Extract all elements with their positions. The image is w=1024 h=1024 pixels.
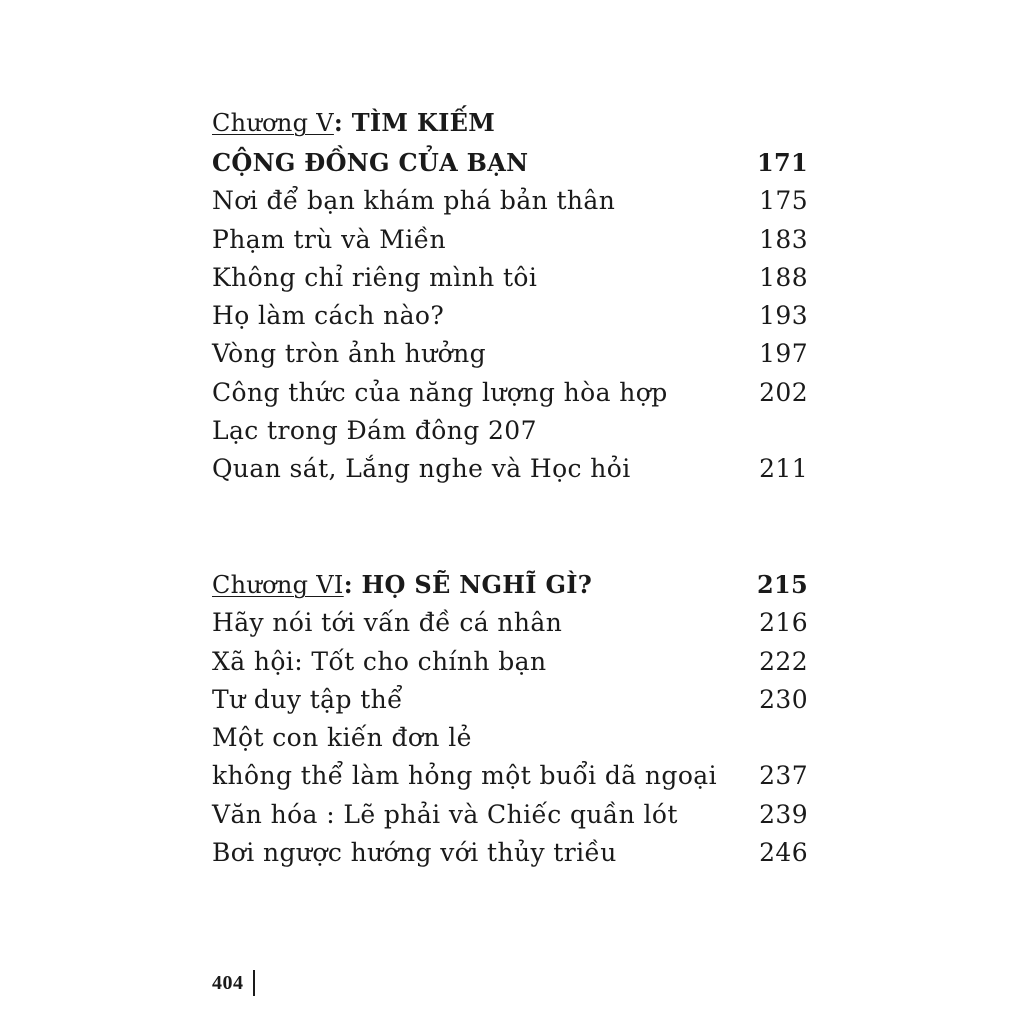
toc-entry bbox=[212, 335, 808, 373]
toc-entry-page: 193 bbox=[759, 301, 808, 331]
toc-entry-title: Một con kiến đơn lẻ bbox=[212, 723, 472, 753]
footer-page-number bbox=[212, 970, 255, 996]
chapter-title-line1: Chương V: TÌM KIẾM bbox=[212, 108, 496, 137]
toc-entry-page: 211 bbox=[759, 454, 808, 484]
toc-entry-page: 222 bbox=[759, 646, 808, 676]
chapter-title-line2: CỘNG ĐỒNG CỦA BẠN bbox=[212, 148, 529, 177]
toc-entry bbox=[212, 182, 808, 220]
toc-entry bbox=[212, 834, 808, 872]
toc-entry-title: Vòng tròn ảnh hưởng bbox=[212, 339, 486, 369]
toc-entry-page: 202 bbox=[759, 377, 808, 407]
chapter-label: Chương V bbox=[212, 109, 334, 137]
toc-entry-title: Nơi để bạn khám phá bản thân bbox=[212, 186, 616, 216]
toc-entry bbox=[212, 450, 808, 488]
toc-entry-title: Phạm trù và Miền bbox=[212, 224, 446, 254]
toc-entry-title: Không chỉ riêng mình tôi bbox=[212, 262, 538, 292]
chapter-heading-continued bbox=[212, 144, 808, 182]
chapter-title-line1: Chương VI: HỌ SẼ NGHĨ GÌ? bbox=[212, 570, 593, 599]
toc-entry bbox=[212, 681, 808, 719]
toc-entry-title: không thể làm hỏng một buổi dã ngoại bbox=[212, 761, 717, 791]
toc-entry-title: Xã hội: Tốt cho chính bạn bbox=[212, 646, 547, 676]
toc-entry bbox=[212, 796, 808, 834]
toc-entry-title: Tư duy tập thể bbox=[212, 684, 403, 714]
chapter-page-number: 215 bbox=[757, 570, 808, 599]
toc-entry bbox=[212, 757, 808, 795]
chapter-label: Chương VI bbox=[212, 571, 344, 599]
toc-entry-page: 230 bbox=[759, 684, 808, 714]
toc-chapter-5 bbox=[212, 104, 808, 489]
chapter-page-number: 171 bbox=[757, 148, 808, 177]
toc-entry bbox=[212, 221, 808, 259]
toc-entry-page: 216 bbox=[759, 608, 808, 638]
toc-entry bbox=[212, 719, 808, 757]
toc-entry-title: Lạc trong Đám đông 207 bbox=[212, 416, 537, 446]
toc-entry-title: Văn hóa : Lẽ phải và Chiếc quần lót bbox=[212, 799, 678, 829]
toc-entry-title: Họ làm cách nào? bbox=[212, 301, 445, 331]
toc-entry-page: 188 bbox=[759, 262, 808, 292]
toc-entry-page: 237 bbox=[759, 761, 808, 791]
chapter-heading bbox=[212, 104, 808, 144]
toc-entry bbox=[212, 259, 808, 297]
toc-entry bbox=[212, 412, 808, 450]
toc-entry-page: 175 bbox=[759, 186, 808, 216]
toc-chapter-6 bbox=[212, 566, 808, 872]
toc-entry-title: Công thức của năng lượng hòa hợp bbox=[212, 377, 668, 407]
toc-entry-page: 239 bbox=[759, 799, 808, 829]
toc-entry-title: Quan sát, Lắng nghe và Học hỏi bbox=[212, 454, 631, 484]
page-divider bbox=[253, 970, 255, 996]
toc-entry bbox=[212, 604, 808, 642]
chapter-heading bbox=[212, 566, 808, 604]
toc-entry bbox=[212, 643, 808, 681]
toc-entry-title: Bơi ngược hướng với thủy triều bbox=[212, 838, 617, 868]
toc-entry-page: 197 bbox=[759, 339, 808, 369]
page-number-text: 404 bbox=[212, 971, 244, 994]
toc-entry-page: 246 bbox=[759, 838, 808, 868]
toc-entry bbox=[212, 297, 808, 335]
toc-entry-page: 183 bbox=[759, 224, 808, 254]
toc-entry-title: Hãy nói tới vấn đề cá nhân bbox=[212, 608, 563, 638]
toc-entry bbox=[212, 374, 808, 412]
